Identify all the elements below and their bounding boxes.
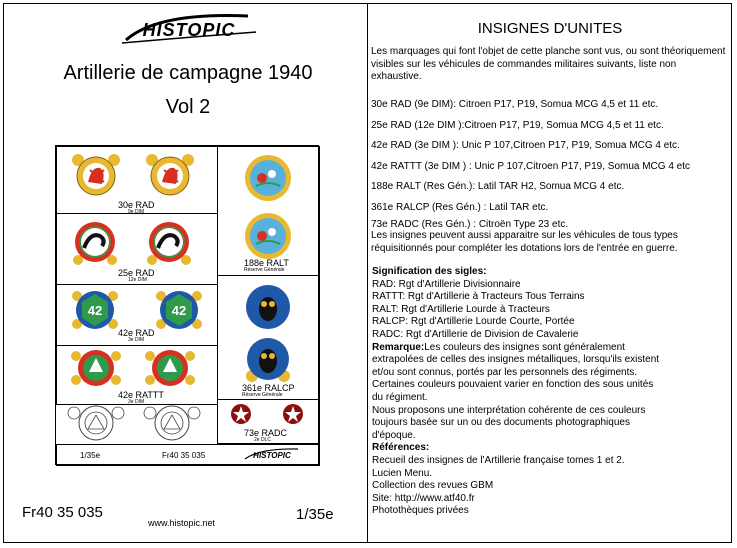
reference-line: Collection des revues GBM	[372, 480, 494, 492]
insignia-188e-ralt-bottom	[242, 210, 294, 262]
histopic-logo	[118, 10, 260, 46]
references-title: Références:	[372, 442, 430, 454]
label-30e-rad: 30e RAD	[118, 200, 155, 210]
insignia-25e-rad-left	[70, 218, 120, 268]
note-text: Les insignes peuvent aussi apparaitre sur les véhicules de tous types réquisitionnés pour compléter les dotations lors de l'entrée en guerre.	[371, 230, 678, 254]
label-361e-ralcp: 361e RALCP	[242, 383, 295, 393]
decal-sheet	[55, 145, 319, 465]
insignia-42e-rattt-left	[70, 348, 122, 390]
insignia-number: 42	[171, 303, 187, 318]
unit-line: 188e RALT (Res Gén.): Latil TAR H2, Somua MCG 4 etc.	[371, 181, 625, 193]
label-42e-rattt: 42e RATTT	[118, 390, 164, 400]
insignia-42e-rad-left	[70, 286, 120, 334]
sheet-title: Artillerie de campagne 1940	[63, 62, 313, 84]
insignia-361e-ralcp-top	[242, 282, 294, 332]
sigles-title: Signification des sigles:	[372, 266, 487, 277]
insignia-188e-ralt-top	[242, 152, 294, 204]
sigle-line: RALT: Rgt d'Artillerie Lourde à Tracteurs	[372, 303, 550, 315]
insignia-outline-left	[66, 403, 126, 443]
sublabel-361e-ralcp: Réserve Générale	[242, 392, 283, 398]
sublabel-25e-rad: 12e DIM	[128, 277, 147, 283]
website-link[interactable]: www.histopic.net	[148, 518, 216, 528]
brand-text: HISTOPIC	[142, 20, 236, 40]
remarque-line: extrapolées de celles des insignes métalliques, lorsqu'ils existent	[372, 354, 660, 366]
sigle-line: RALCP: Rgt d'Artillerie Lourde Courte, Portée	[372, 316, 575, 328]
unit-line: 361e RALCP (Res Gén.) : Latil TAR etc.	[371, 201, 549, 213]
remarque-title: Remarque:	[372, 341, 425, 353]
label-25e-rad: 25e RAD	[118, 268, 155, 278]
label-188e-ralt: 188e RALT	[244, 258, 289, 268]
sheet-scale: 1/35e	[80, 451, 101, 460]
remarque-line: Nous proposons une interprétation cohérente de ces couleurs	[372, 404, 646, 416]
label-42e-rad: 42e RAD	[118, 328, 155, 338]
sublabel-73e-radc: 2e DLC	[254, 437, 271, 443]
insignia-25e-rad-right	[144, 218, 194, 268]
sublabel-30e-rad: 9e DIM	[128, 209, 145, 215]
sigle-line: RATTT: Rgt d'Artillerie à Tracteurs Tous Terrains	[372, 291, 585, 303]
reference-line[interactable]: Site: http://www.atf40.fr	[372, 492, 475, 504]
intro-text: Les marquages qui font l'objet de cette planche sont vus, ou sont théoriquement visibles sur les véhicules de commandes militaires suivants, liste non exhaustive.	[371, 46, 726, 83]
remarque-first-line: Les couleurs des insignes sont généralement	[424, 341, 625, 353]
reference-line: Lucien Menu.	[372, 467, 433, 479]
remarque-line: et/ou sont connus, portés par les personnels des régiments.	[372, 366, 638, 378]
sublabel-188e-ralt: Réserve Générale	[244, 267, 285, 273]
unit-line: 30e RAD (9e DIM): Citroen P17, P19, Somua MCG 4,5 et 11 etc.	[371, 99, 659, 110]
remarque-line: toujours basée sur un ou des documents photographiques	[372, 417, 630, 429]
reference-line: Photothèques privées	[372, 505, 469, 517]
unit-list	[371, 99, 729, 231]
reference-line: Recueil des insignes de l'Artillerie française tomes 1 et 2.	[372, 454, 625, 466]
histopic-logo-small	[242, 446, 302, 462]
insignia-73e-radc-left	[230, 403, 252, 425]
remarque-line: d'époque.	[372, 429, 416, 441]
insignia-73e-radc-right	[282, 403, 304, 425]
remarque-line: du régiment.	[372, 391, 428, 403]
sigle-line: RAD: Rgt d'Artillerie Divisionnaire	[372, 278, 521, 290]
label-73e-radc: 73e RADC	[244, 428, 288, 438]
unit-line: 42e RATTT (3e DIM ) : Unic P 107,Citroen P17, P19, Somua MCG 4 etc	[371, 160, 691, 172]
unit-line: 42e RAD (3e DIM ): Unic P 107,Citroen P17, P19, Somua MCG 4 etc.	[371, 140, 680, 152]
sigle-line: RADC: Rgt d'Artillerie de Division de Cavalerie	[372, 328, 579, 340]
sublabel-42e-rad: 3e DIM	[128, 337, 145, 343]
column-divider	[367, 3, 368, 543]
insignia-361e-ralcp-bottom	[242, 336, 294, 386]
insignia-30e-rad-left	[70, 152, 122, 198]
insignia-outline-right	[142, 403, 202, 443]
scale-label: 1/35e	[296, 506, 334, 523]
remarque-line: Certaines couleurs pouvaient varier en fonction des sous unités	[372, 379, 654, 391]
unit-line: 25e RAD (12e DIM ):Citroen P17, P19, Somua MCG 4,5 et 11 etc.	[371, 119, 664, 131]
sheet-ref: Fr40 35 035	[162, 451, 206, 460]
sheet-volume: Vol 2	[165, 96, 211, 118]
insignia-30e-rad-right	[144, 152, 196, 198]
sublabel-42e-rattt: 3e DIM	[128, 399, 145, 405]
insignia-42e-rad-right	[154, 286, 204, 334]
unit-line: 73e RADC (Res Gén.) : Citroën Type 23 etc.	[371, 218, 569, 230]
reference-code: Fr40 35 035	[22, 504, 103, 521]
insignia-number: 42	[87, 303, 103, 318]
insignia-42e-rattt-right	[144, 348, 196, 390]
brand-text-small: HISTOPIC	[253, 451, 291, 460]
insignia-heading: INSIGNES D'UNITES	[477, 20, 623, 37]
sigles-section	[372, 266, 730, 518]
